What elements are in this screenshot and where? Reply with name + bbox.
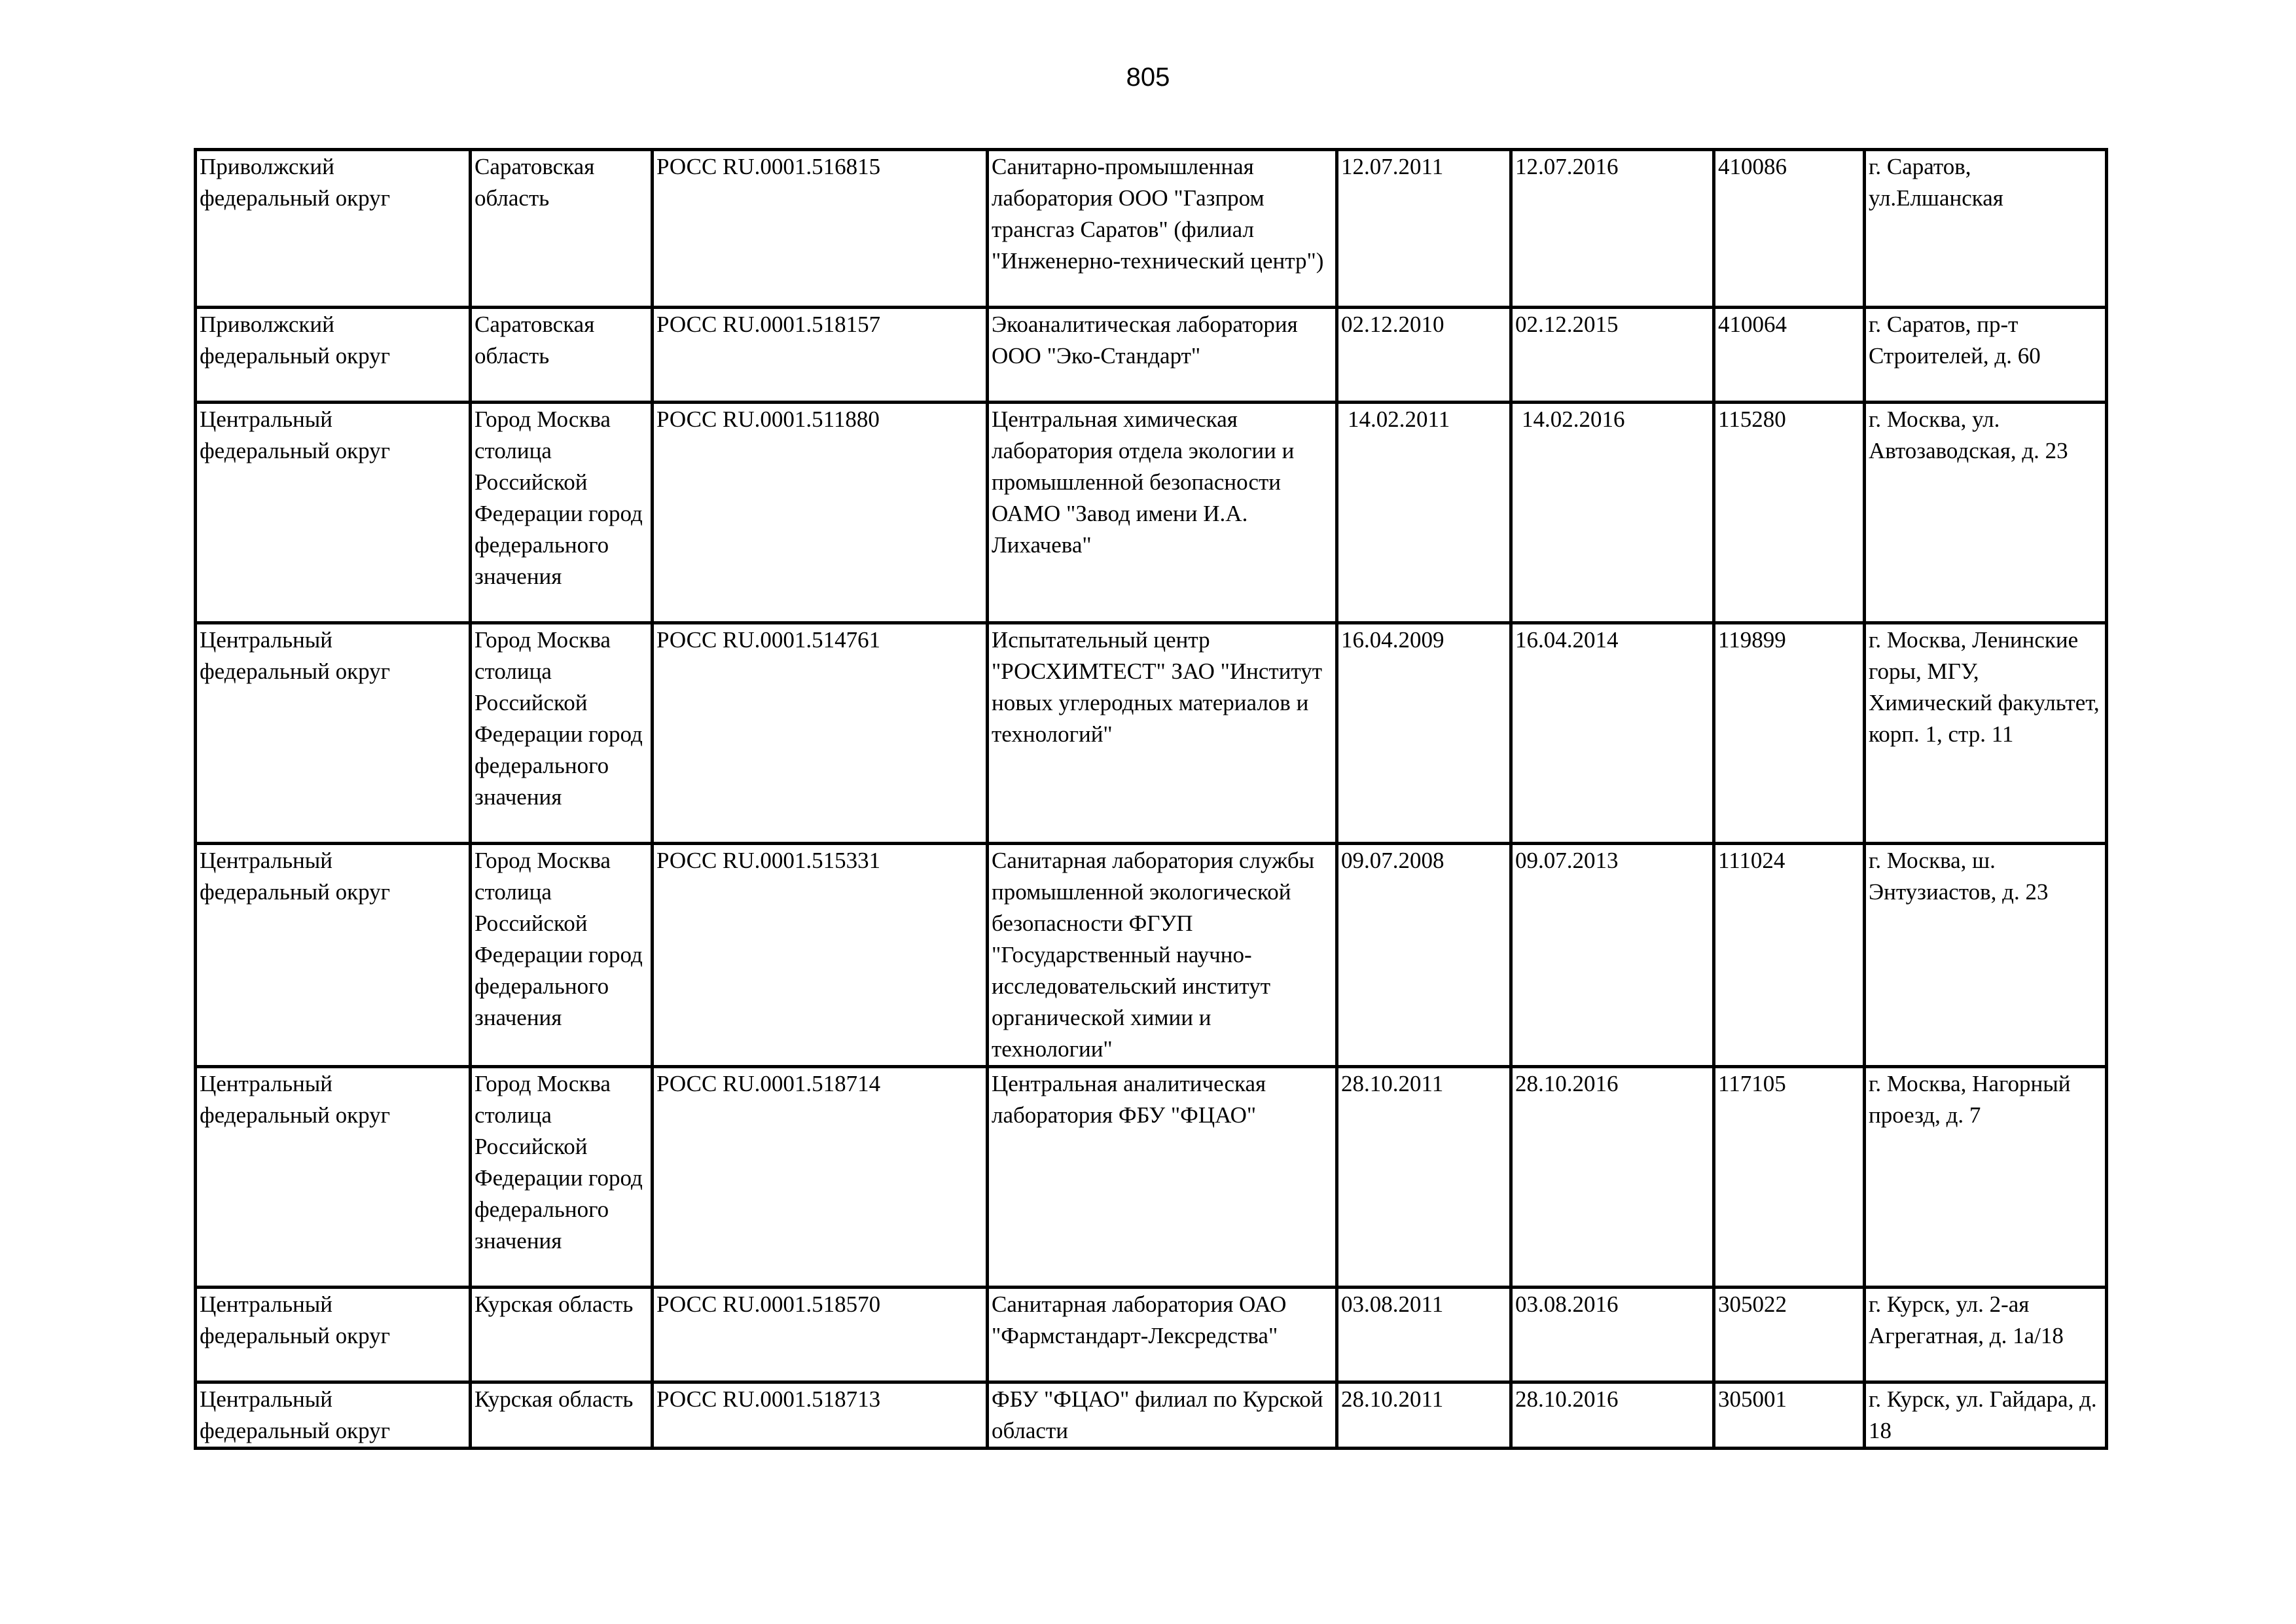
date-to-cell: 16.04.2014 — [1511, 623, 1714, 844]
district-cell: Центральный федеральный округ — [196, 844, 471, 1067]
table-row — [196, 1382, 2107, 1449]
date-from-cell: 28.10.2011 — [1337, 1382, 1511, 1449]
table-row — [196, 1067, 2107, 1288]
page-number: 805 — [1126, 63, 1170, 92]
postcode-cell: 111024 — [1714, 844, 1865, 1067]
region-cell: Курская область — [471, 1288, 653, 1382]
registration-number-cell: РОСС RU.0001.514761 — [653, 623, 988, 844]
date-from-cell: 14.02.2011 — [1337, 403, 1511, 623]
laboratory-name-cell: ФБУ "ФЦАО" филиал по Курской области — [988, 1382, 1337, 1449]
laboratory-name-cell: Санитарно-промышленная лаборатория ООО "Газпром трансгаз Саратов" (филиал "Инженерно-технический центр") — [988, 150, 1337, 308]
address-cell: г. Саратов, ул.Елшанская — [1865, 150, 2107, 308]
postcode-cell: 305001 — [1714, 1382, 1865, 1449]
date-to-cell: 02.12.2015 — [1511, 308, 1714, 403]
region-cell: Город Москва столица Российской Федерации город федерального значения — [471, 403, 653, 623]
postcode-cell: 119899 — [1714, 623, 1865, 844]
table-row — [196, 150, 2107, 308]
region-cell: Саратовская область — [471, 150, 653, 308]
postcode-cell: 115280 — [1714, 403, 1865, 623]
address-cell: г. Саратов, пр-т Строителей, д. 60 — [1865, 308, 2107, 403]
district-cell: Центральный федеральный округ — [196, 403, 471, 623]
date-to-cell: 12.07.2016 — [1511, 150, 1714, 308]
laboratory-name-cell: Санитарная лаборатория ОАО "Фармстандарт-Лексредства" — [988, 1288, 1337, 1382]
registration-number-cell: РОСС RU.0001.518713 — [653, 1382, 988, 1449]
date-from-cell: 09.07.2008 — [1337, 844, 1511, 1067]
region-cell: Город Москва столица Российской Федерации город федерального значения — [471, 844, 653, 1067]
date-to-cell: 03.08.2016 — [1511, 1288, 1714, 1382]
laboratory-name-cell: Центральная аналитическая лаборатория ФБУ "ФЦАО" — [988, 1067, 1337, 1288]
laboratory-name-cell: Испытательный центр "РОСХИМТЕСТ" ЗАО "Институт новых углеродных материалов и технологий" — [988, 623, 1337, 844]
district-cell: Приволжский федеральный округ — [196, 308, 471, 403]
date-to-cell: 09.07.2013 — [1511, 844, 1714, 1067]
registration-number-cell: РОСС RU.0001.516815 — [653, 150, 988, 308]
region-cell: Город Москва столица Российской Федерации город федерального значения — [471, 623, 653, 844]
table-row — [196, 623, 2107, 844]
region-cell: Город Москва столица Российской Федерации город федерального значения — [471, 1067, 653, 1288]
date-to-cell: 28.10.2016 — [1511, 1382, 1714, 1449]
laboratory-registry-table — [194, 148, 2108, 1450]
table-row — [196, 308, 2107, 403]
table-row — [196, 844, 2107, 1067]
address-cell: г. Москва, ш. Энтузиастов, д. 23 — [1865, 844, 2107, 1067]
postcode-cell: 410086 — [1714, 150, 1865, 308]
address-cell: г. Москва, Ленинские горы, МГУ, Химический факультет, корп. 1, стр. 11 — [1865, 623, 2107, 844]
table-row — [196, 1288, 2107, 1382]
laboratory-name-cell: Экоаналитическая лаборатория ООО "Эко-Стандарт" — [988, 308, 1337, 403]
region-cell: Курская область — [471, 1382, 653, 1449]
laboratory-name-cell: Центральная химическая лаборатория отдела экологии и промышленной безопасности ОАМО "Завод имени И.А. Лихачева" — [988, 403, 1337, 623]
laboratory-name-cell: Санитарная лаборатория службы промышленной экологической безопасности ФГУП "Государственный научно-исследовательский институт органической химии и технологии" — [988, 844, 1337, 1067]
district-cell: Центральный федеральный округ — [196, 1288, 471, 1382]
district-cell: Центральный федеральный округ — [196, 623, 471, 844]
date-from-cell: 03.08.2011 — [1337, 1288, 1511, 1382]
registration-number-cell: РОСС RU.0001.511880 — [653, 403, 988, 623]
district-cell: Центральный федеральный округ — [196, 1067, 471, 1288]
date-from-cell: 02.12.2010 — [1337, 308, 1511, 403]
date-from-cell: 28.10.2011 — [1337, 1067, 1511, 1288]
postcode-cell: 305022 — [1714, 1288, 1865, 1382]
region-cell: Саратовская область — [471, 308, 653, 403]
table-row — [196, 403, 2107, 623]
date-to-cell: 14.02.2016 — [1511, 403, 1714, 623]
address-cell: г. Москва, Нагорный проезд, д. 7 — [1865, 1067, 2107, 1288]
address-cell: г. Москва, ул. Автозаводская, д. 23 — [1865, 403, 2107, 623]
address-cell: г. Курск, ул. Гайдара, д. 18 — [1865, 1382, 2107, 1449]
postcode-cell: 117105 — [1714, 1067, 1865, 1288]
address-cell: г. Курск, ул. 2-ая Агрегатная, д. 1а/18 — [1865, 1288, 2107, 1382]
registration-number-cell: РОСС RU.0001.518157 — [653, 308, 988, 403]
district-cell: Центральный федеральный округ — [196, 1382, 471, 1449]
registration-number-cell: РОСС RU.0001.518714 — [653, 1067, 988, 1288]
date-to-cell: 28.10.2016 — [1511, 1067, 1714, 1288]
registration-number-cell: РОСС RU.0001.515331 — [653, 844, 988, 1067]
postcode-cell: 410064 — [1714, 308, 1865, 403]
registration-number-cell: РОСС RU.0001.518570 — [653, 1288, 988, 1382]
district-cell: Приволжский федеральный округ — [196, 150, 471, 308]
date-from-cell: 12.07.2011 — [1337, 150, 1511, 308]
date-from-cell: 16.04.2009 — [1337, 623, 1511, 844]
